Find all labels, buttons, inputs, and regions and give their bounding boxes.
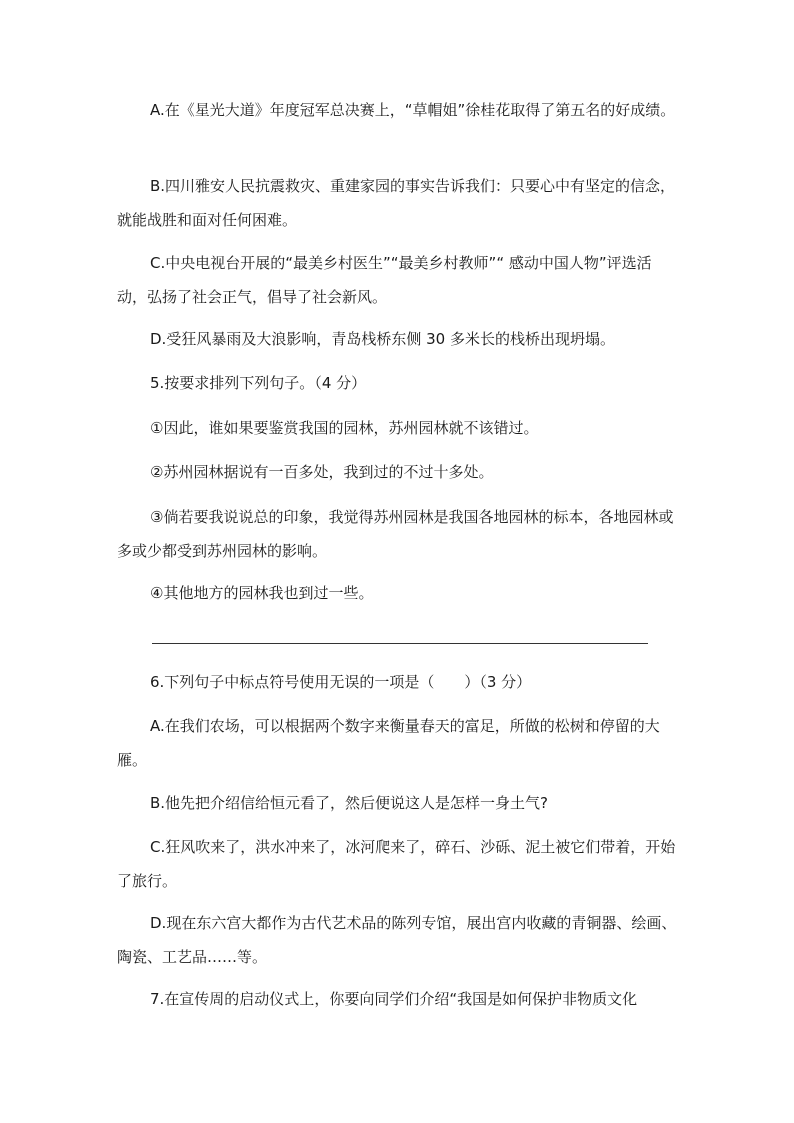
q6-option-a: A.在我们农场，可以根据两个数字来衡量春天的富足，所做的松树和停留的大雁。 bbox=[117, 717, 660, 769]
q5-sentence-1: ①因此，谁如果要鉴赏我国的园林，苏州园林就不该错过。 bbox=[150, 419, 539, 437]
q7-prompt: 7.在宣传周的启动仪式上，你要向同学们介绍“我国是如何保护非物质文化 bbox=[150, 990, 638, 1008]
q6-option-b: B.他先把介绍信给恒元看了，然后便说这人是怎样一身土气? bbox=[150, 794, 549, 812]
q5-sentence-2: ②苏州园林据说有一百多处，我到过的不过十多处。 bbox=[150, 463, 494, 481]
q4-option-b: B.四川雅安人民抗震救灾、重建家园的事实告诉我们：只要心中有坚定的信念，就能战胜和面对任何困难。 bbox=[117, 177, 676, 229]
answer-blank-line[interactable] bbox=[152, 643, 648, 644]
q6-option-c: C.狂风吹来了，洪水冲来了，冰河爬来了，碎石、沙砾、泥土被它们带着，开始了旅行。 bbox=[117, 838, 676, 890]
q4-option-d: D.受狂风暴雨及大浪影响，青岛栈桥东侧 30 多米长的栈桥出现坍塌。 bbox=[150, 330, 615, 348]
q4-option-a: A.在《星光大道》年度冠军总决赛上，“草帽姐”徐桂花取得了第五名的好成绩。 bbox=[150, 101, 676, 119]
q5-prompt: 5.按要求排列下列句子。（4 分） bbox=[150, 374, 367, 392]
q5-sentence-4: ④其他地方的园林我也到过一些。 bbox=[150, 584, 374, 602]
q4-option-c: C.中央电视台开展的“最美乡村医生”“最美乡村教师”“ 感动中国人物”评选活动，弘扬了社会正气，倡导了社会新风。 bbox=[117, 254, 652, 306]
q6-option-d: D.现在东六宫大都作为古代艺术品的陈列专馆，展出宫内收藏的青铜器、绘画、陶瓷、工艺品……等。 bbox=[117, 914, 677, 966]
q5-sentence-3: ③倘若要我说说总的印象，我觉得苏州园林是我国各地园林的标本，各地园林或多或少都受到苏州园林的影响。 bbox=[117, 508, 674, 560]
q6-prompt: 6.下列句子中标点符号使用无误的一项是（ ）（3 分） bbox=[150, 673, 532, 691]
